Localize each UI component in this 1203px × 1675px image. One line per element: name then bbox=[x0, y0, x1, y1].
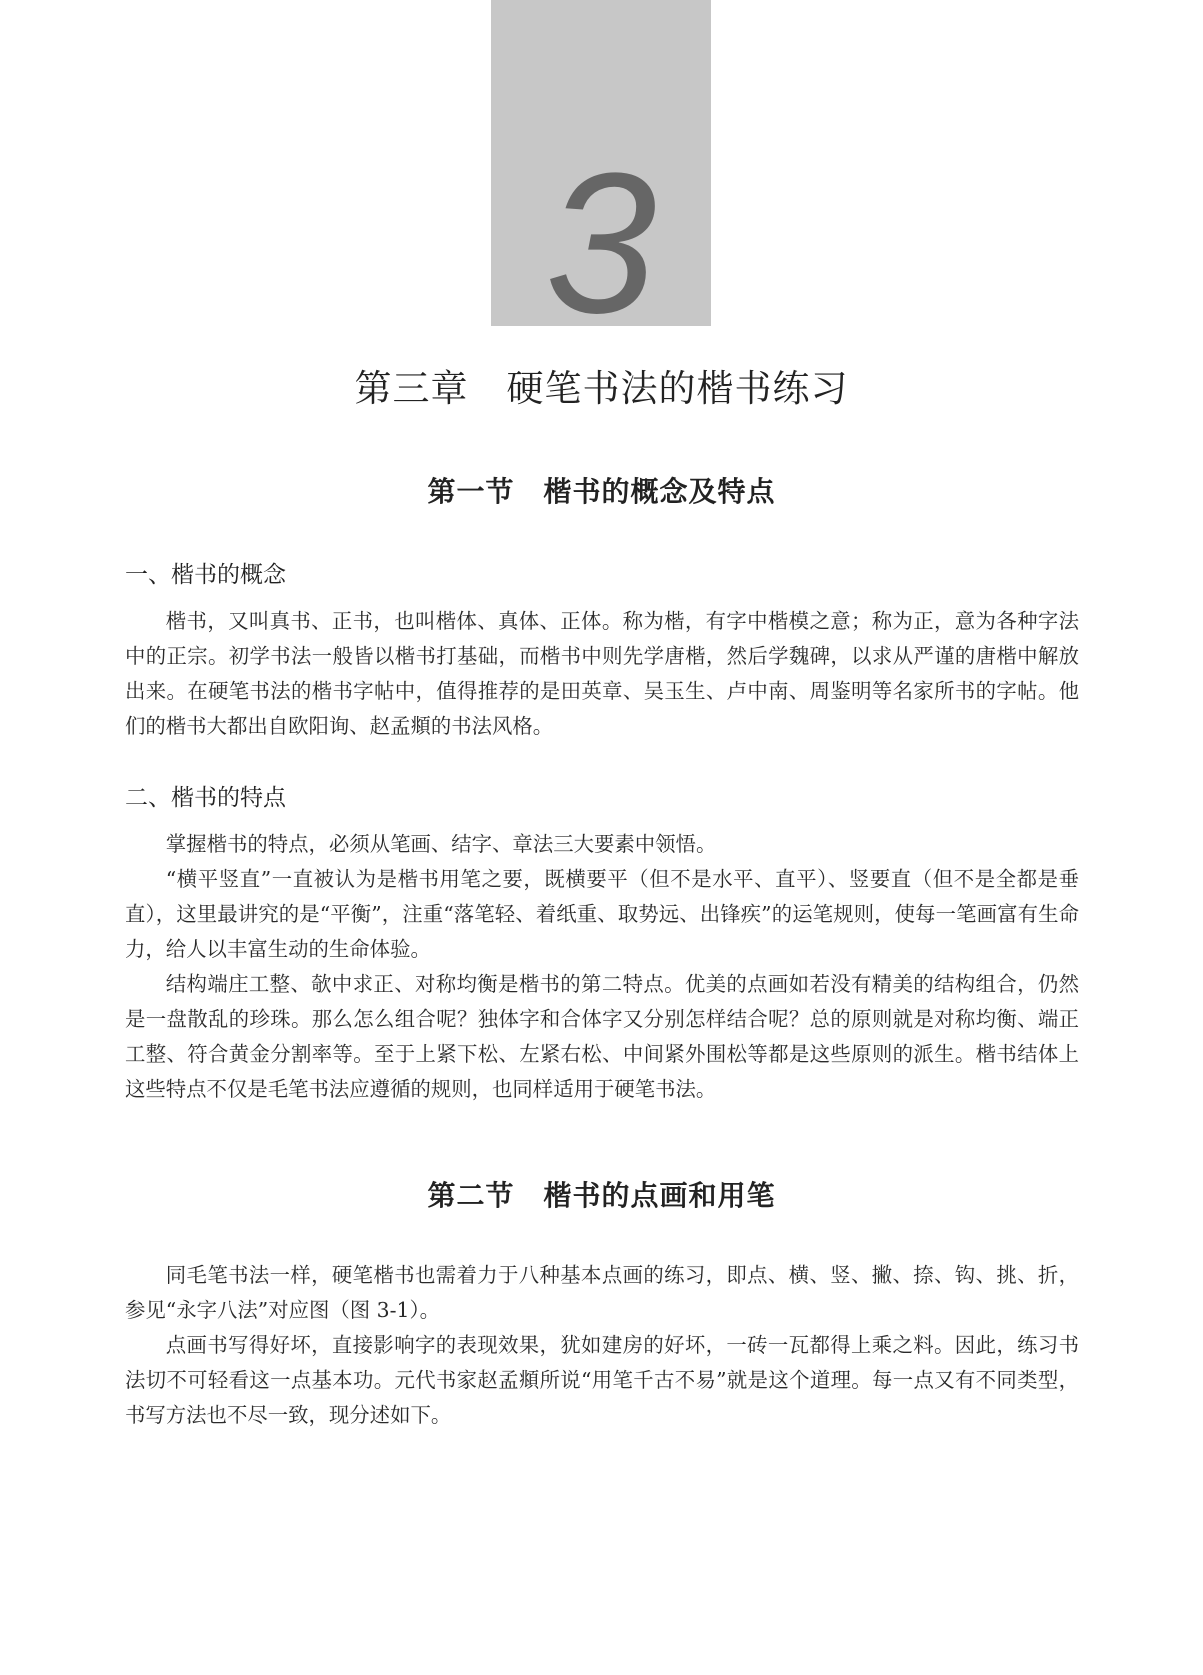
section-1-title: 第一节 楷书的概念及特点 bbox=[427, 475, 776, 508]
paragraph: 结构端庄工整、欹中求正、对称均衡是楷书的第二特点。优美的点画如若没有精美的结构组合，仍然是一盘散乱的珍珠。那么怎么组合呢？独体字和合体字又分别怎样结合呢？总的原则就是对称均衡、端正工整、符合黄金分割率等。至于上紧下松、左紧右松、中间紧外围松等都是这些原则的派生。楷书结体上这些特点不仅是毛笔书法应遵循的规则，也同样适用于硬笔书法。 bbox=[125, 972, 1079, 1101]
subsection-2-body bbox=[125, 827, 1079, 1107]
chapter-number-block bbox=[491, 0, 711, 355]
paragraph: 楷书，又叫真书、正书，也叫楷体、真体、正体。称为楷，有字中楷模之意；称为正，意为各种字法中的正宗。初学书法一般皆以楷书打基础，而楷书中则先学唐楷，然后学魏碑，以求从严谨的唐楷中解放出来。在硬笔书法的楷书字帖中，值得推荐的是田英章、吴玉生、卢中南、周鉴明等名家所书的字帖。他们的楷书大都出自欧阳询、赵孟頫的书法风格。 bbox=[125, 609, 1079, 738]
paragraph: 掌握楷书的特点，必须从笔画、结字、章法三大要素中领悟。 bbox=[165, 832, 717, 856]
chapter-title: 第三章 硬笔书法的楷书练习 bbox=[354, 367, 849, 410]
chapter-number: 3 bbox=[545, 132, 657, 355]
subsection-1-body bbox=[125, 604, 1079, 744]
section-2-title: 第二节 楷书的点画和用笔 bbox=[427, 1179, 776, 1212]
subsection-2-heading: 二、楷书的特点 bbox=[125, 785, 286, 811]
section-2-body bbox=[125, 1258, 1079, 1433]
subsection-1-heading: 一、楷书的概念 bbox=[125, 562, 286, 588]
paragraph: “横平竖直”一直被认为是楷书用笔之要，既横要平（但不是水平、直平）、竖要直（但不是全都是垂直），这里最讲究的是“平衡”，注重“落笔轻、着纸重、取势远、出锋疾”的运笔规则，使每一笔画富有生命力，给人以丰富生动的生命体验。 bbox=[125, 867, 1079, 961]
paragraph: 点画书写得好坏，直接影响字的表现效果，犹如建房的好坏，一砖一瓦都得上乘之料。因此，练习书法切不可轻看这一点基本功。元代书家赵孟頫所说“用笔千古不易”就是这个道理。每一点又有不同类型，书写方法也不尽一致，现分述如下。 bbox=[125, 1333, 1079, 1427]
paragraph: 同毛笔书法一样，硬笔楷书也需着力于八种基本点画的练习，即点、横、竖、撇、捺、钩、挑、折，参见“永字八法”对应图（图 3-1）。 bbox=[125, 1263, 1079, 1322]
